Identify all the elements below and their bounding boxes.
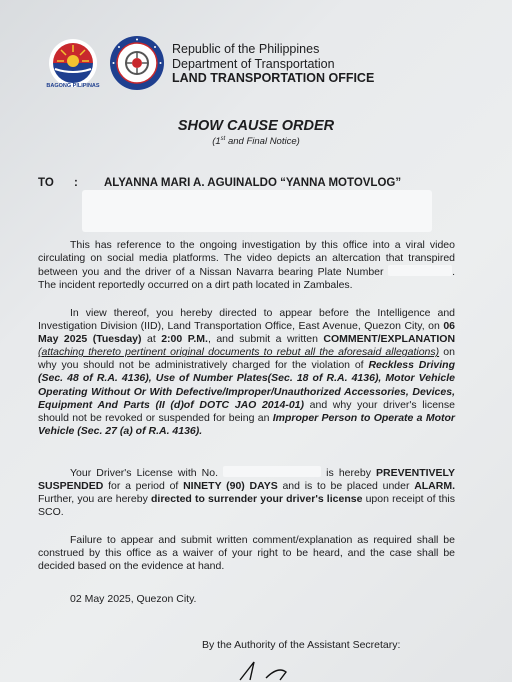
redacted-license-number: [223, 466, 321, 477]
redacted-address: [82, 190, 432, 232]
to-colon: :: [74, 177, 78, 189]
header-office: LAND TRANSPORTATION OFFICE: [172, 71, 375, 85]
addressee-name: ALYANNA MARI A. AGUINALDO “YANNA MOTOVLOG”: [104, 177, 402, 189]
logo-caption: BAGONG PILIPINAS: [46, 83, 100, 89]
agency-header: [172, 42, 374, 86]
document-subtitle: (1st and Final Notice): [212, 136, 300, 148]
lto-seal: [109, 35, 165, 91]
bagong-pilipinas-logo: [47, 37, 99, 89]
paragraph-4: Failure to appear and submit written comment/explanation as required shall be construed by this office as a waiver of your right to be heard, and the case shall be decided based on the evidence at hand.: [38, 534, 455, 573]
to-label: TO: [38, 177, 54, 189]
redacted-plate-number: [388, 265, 452, 276]
signature-scribble: [220, 652, 340, 682]
header-republic: Republic of the Philippines: [172, 42, 320, 56]
header-department: Department of Transportation: [172, 56, 335, 71]
paragraph-3: Your Driver's License with No. is hereby PREVENTIVELY SUSPENDED for a period of NINETY (90) DAYS and is to be placed under ALARM. Further, you are hereby directed to surrender your driver's license upon receipt of this SCO.: [38, 467, 456, 519]
authority-line: By the Authority of the Assistant Secretary:: [202, 639, 401, 651]
issue-date: 02 May 2025, Quezon City.: [70, 593, 197, 605]
paragraph-2: In view thereof, you hereby directed to appear before the Intelligence and Investigation Division (IID), Land Transportation Office, East Avenue, Quezon City, on 06 May 2025 (Tuesday) at 2:00 P.M., and submit a written COMMENT/EXPLANATION (attaching thereto pertinent original documents to rebut all the aforesaid allegations) on why you should not be administratively charged for the violation of Reckless Driving (Sec. 48 of R.A. 4136), Use of Number Plates(Sec. 18 of R.A. 4136), Motor Vehicle Operating Without Or With Defective/Improper/Unauthorized Accessories, Devices, Equipment And Parts (II (d)of DOTC JAO 2014-01) and why your driver's license should not be revoked or suspended for being an Improper Person to Operate a Motor Vehicle (Sec. 27 (a) of R.A. 4136).: [38, 307, 456, 437]
document-title: SHOW CAUSE ORDER: [177, 118, 335, 134]
paragraph-1: This has reference to the ongoing investigation by this office into a viral video circulating on social media platforms. The video depicts an altercation that transpired between you and the driver of a Nissan Navarra bearing Plate Number . The incident reportedly occurred on a dirt path located in Zambales.: [38, 239, 455, 292]
